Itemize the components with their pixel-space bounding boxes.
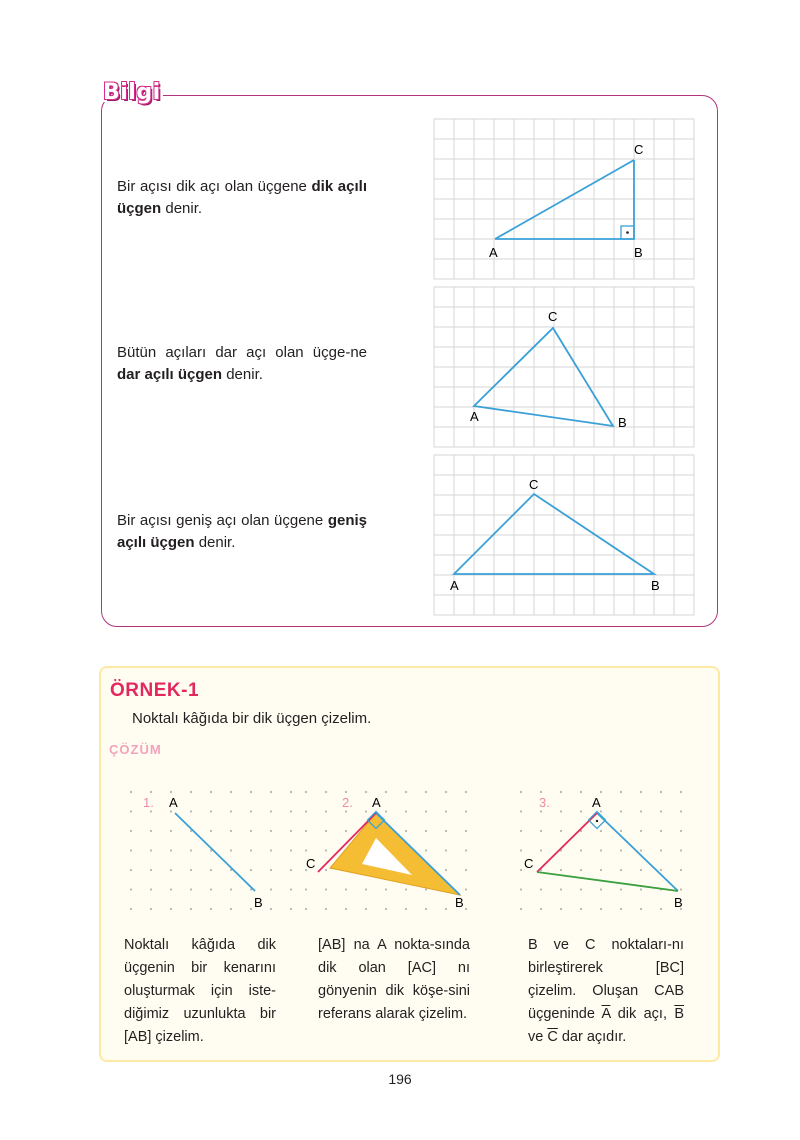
grid-dot <box>345 810 347 812</box>
right-triangle-figure <box>433 118 695 280</box>
grid-dot <box>170 830 172 832</box>
bilgi-text-acute-triangle <box>117 342 367 386</box>
grid-dot <box>640 791 642 793</box>
step-number: 1. <box>143 795 154 810</box>
text-post: denir. <box>222 366 263 383</box>
grid-dot <box>230 888 232 890</box>
grid-dot <box>365 908 367 910</box>
segment-ab <box>175 813 255 891</box>
grid-dot <box>660 810 662 812</box>
grid-dot <box>680 849 682 851</box>
grid-dot <box>520 791 522 793</box>
text-bold: geniş açılı üçgen <box>117 512 367 551</box>
grid-dot <box>660 869 662 871</box>
grid-dot <box>345 908 347 910</box>
bilgi-title: Bilgi <box>103 80 161 105</box>
grid-dot <box>405 791 407 793</box>
grid-dot <box>600 849 602 851</box>
step-2-figure <box>300 780 485 915</box>
label-c: C <box>548 309 558 324</box>
grid-dot <box>405 830 407 832</box>
grid-dot <box>345 888 347 890</box>
grid-dot <box>130 908 132 910</box>
grid-dot <box>130 791 132 793</box>
grid-dot <box>325 869 327 871</box>
grid-dot <box>540 849 542 851</box>
right-angle-dot <box>626 231 629 234</box>
label-a: A <box>372 795 381 810</box>
grid-dot <box>560 908 562 910</box>
grid-dot <box>425 791 427 793</box>
text-part: B ve C noktaları-nı birleştirerek [BC] çizelim. Oluşan CAB üçgeninde <box>528 937 684 1022</box>
grid-dot <box>640 830 642 832</box>
grid-dot <box>250 810 252 812</box>
grid-dot <box>150 869 152 871</box>
grid-dot <box>270 908 272 910</box>
grid-dot <box>580 888 582 890</box>
grid-dot <box>540 810 542 812</box>
grid-dot <box>465 908 467 910</box>
step-1-text: Noktalı kâğıda dik üçgenin bir kenarını oluşturmak için iste-diğimiz uzunlukta bir [AB] çizelim. <box>124 937 276 1045</box>
text-bold: dar açılı üçgen <box>117 366 223 383</box>
grid-dot <box>250 869 252 871</box>
grid-dot <box>385 810 387 812</box>
grid-dot <box>405 810 407 812</box>
step-2-text: [AB] na A nokta-sında dik olan [AC] nı gönyenin dik köşe-sini referans alarak çizelim. <box>318 937 470 1022</box>
label-c: C <box>306 856 316 871</box>
grid-dot <box>520 810 522 812</box>
grid-dot <box>270 791 272 793</box>
grid-dot <box>210 908 212 910</box>
grid-dot <box>465 791 467 793</box>
grid-dot <box>130 810 132 812</box>
segment-bc <box>537 872 678 891</box>
grid-dot <box>680 830 682 832</box>
ornek-title: ÖRNEK-1 <box>110 680 200 701</box>
grid-dot <box>385 888 387 890</box>
grid-dot <box>600 888 602 890</box>
grid-dot <box>305 810 307 812</box>
angle-b: $\overline{B}$ <box>674 1006 684 1022</box>
grid-dot <box>660 908 662 910</box>
page-number: 196 <box>388 1071 412 1087</box>
grid-dot <box>620 810 622 812</box>
grid-dot <box>190 791 192 793</box>
step-3-figure <box>515 780 695 915</box>
step-1-figure <box>125 780 295 915</box>
grid-dot <box>325 791 327 793</box>
grid-dot <box>270 810 272 812</box>
grid-dot <box>325 810 327 812</box>
grid-dot <box>150 791 152 793</box>
label-a: A <box>489 245 498 260</box>
label-c: C <box>529 477 539 492</box>
grid-dot <box>620 830 622 832</box>
grid-dot <box>520 888 522 890</box>
grid-dot <box>660 791 662 793</box>
grid-dot <box>290 869 292 871</box>
text-part: ve <box>528 1029 548 1045</box>
grid-dot <box>580 791 582 793</box>
grid-dot <box>465 849 467 851</box>
grid-dot <box>150 908 152 910</box>
grid-dot <box>560 791 562 793</box>
grid-dot <box>405 908 407 910</box>
label-b: B <box>634 245 643 260</box>
grid-dot <box>425 888 427 890</box>
grid-dot <box>305 830 307 832</box>
grid-dot <box>150 849 152 851</box>
grid-dot <box>445 849 447 851</box>
label-c: C <box>524 856 534 871</box>
grid-dot <box>580 810 582 812</box>
grid-dot <box>520 849 522 851</box>
grid-dot <box>250 791 252 793</box>
grid-dot <box>425 830 427 832</box>
grid-dot <box>190 908 192 910</box>
ornek-question: Noktalı kâğıda bir dik üçgen çizelim. <box>132 710 372 727</box>
grid-dot <box>305 908 307 910</box>
set-square <box>330 813 460 895</box>
label-a: A <box>592 795 601 810</box>
grid-dot <box>325 908 327 910</box>
grid-dot <box>445 791 447 793</box>
grid-dot <box>540 791 542 793</box>
grid-dot <box>170 791 172 793</box>
grid-dot <box>190 888 192 890</box>
grid-dot <box>600 869 602 871</box>
right-angle-dot <box>596 820 598 822</box>
grid-dot <box>325 849 327 851</box>
grid-dot <box>600 908 602 910</box>
grid-dot <box>170 908 172 910</box>
grid-dot <box>170 888 172 890</box>
label-a: A <box>470 409 479 424</box>
label-a: A <box>169 795 178 810</box>
text-post: denir. <box>194 534 236 551</box>
grid-dot <box>290 830 292 832</box>
grid-dot <box>600 830 602 832</box>
grid-dot <box>130 849 132 851</box>
grid-dot <box>365 791 367 793</box>
text-bold: dik açılı üçgen <box>117 178 367 217</box>
grid-dot <box>385 908 387 910</box>
grid-dot <box>210 888 212 890</box>
grid-dot <box>250 830 252 832</box>
grid-dot <box>445 908 447 910</box>
grid-dot <box>230 810 232 812</box>
grid-dot <box>425 908 427 910</box>
grid-dot <box>250 849 252 851</box>
grid-dot <box>445 830 447 832</box>
grid-dot <box>290 849 292 851</box>
grid-dot <box>270 830 272 832</box>
grid-dot <box>465 830 467 832</box>
grid-dot <box>150 830 152 832</box>
grid-dot <box>210 791 212 793</box>
text-part: dik açı, <box>610 1006 675 1022</box>
grid-dot <box>520 908 522 910</box>
grid-dot <box>150 888 152 890</box>
grid-dot <box>270 888 272 890</box>
grid-dot <box>230 830 232 832</box>
grid-dot <box>130 830 132 832</box>
grid-dot <box>190 849 192 851</box>
step-3-text <box>528 934 684 1049</box>
grid-dot <box>445 869 447 871</box>
grid-dot <box>620 849 622 851</box>
grid-dot <box>290 810 292 812</box>
label-b: B <box>455 895 464 910</box>
angle-a: $\overline{A}$ <box>601 1006 611 1022</box>
grid-dot <box>660 849 662 851</box>
cozum-label: ÇÖZÜM <box>109 742 162 757</box>
grid-dot <box>580 869 582 871</box>
grid-dot <box>540 888 542 890</box>
label-b: B <box>674 895 683 910</box>
grid-dot <box>305 888 307 890</box>
grid-dot <box>620 869 622 871</box>
obtuse-triangle-figure <box>433 454 695 616</box>
grid-dot <box>540 908 542 910</box>
grid-dot <box>190 810 192 812</box>
grid-dot <box>465 869 467 871</box>
bilgi-text-obtuse-triangle <box>117 510 367 554</box>
label-c: C <box>634 142 644 157</box>
text-post: denir. <box>161 200 203 217</box>
grid-dot <box>190 869 192 871</box>
grid-dot <box>170 810 172 812</box>
grid-dot <box>660 830 662 832</box>
text-pre: Bir açısı geniş açı olan üçgene <box>117 512 328 529</box>
grid-dot <box>425 849 427 851</box>
grid-dot <box>210 830 212 832</box>
grid-dot <box>620 908 622 910</box>
grid-dot <box>365 810 367 812</box>
grid-dot <box>520 830 522 832</box>
label-b: B <box>254 895 263 910</box>
grid-dot <box>130 869 132 871</box>
grid-dot <box>130 888 132 890</box>
text-pre: Bütün açıları dar açı olan üçge-ne <box>117 344 367 361</box>
grid-dot <box>640 869 642 871</box>
grid-dot <box>210 810 212 812</box>
grid-dot <box>600 791 602 793</box>
step-number: 2. <box>342 795 353 810</box>
grid-dot <box>230 849 232 851</box>
grid-dot <box>270 869 272 871</box>
grid-dot <box>620 888 622 890</box>
grid-dot <box>385 791 387 793</box>
grid-dot <box>290 791 292 793</box>
grid-dot <box>270 849 272 851</box>
grid-dot <box>170 869 172 871</box>
grid-dot <box>560 869 562 871</box>
grid-dot <box>305 849 307 851</box>
grid-dot <box>170 849 172 851</box>
grid-dot <box>150 810 152 812</box>
label-b: B <box>618 415 627 430</box>
grid-dot <box>640 888 642 890</box>
step-number: 3. <box>539 795 550 810</box>
grid-dot <box>250 908 252 910</box>
text-pre: Bir açısı dik açı olan üçgene <box>117 178 312 195</box>
grid-dot <box>680 791 682 793</box>
grid-dot <box>230 908 232 910</box>
grid-dot <box>210 869 212 871</box>
grid-dot <box>445 810 447 812</box>
grid-dot <box>345 791 347 793</box>
grid-dot <box>540 830 542 832</box>
text-part: dar açıdır. <box>557 1029 627 1045</box>
grid-dot <box>520 869 522 871</box>
grid-dot <box>365 888 367 890</box>
grid-dot <box>560 830 562 832</box>
grid-dot <box>405 888 407 890</box>
grid-dot <box>680 869 682 871</box>
grid-dot <box>465 888 467 890</box>
grid-dot <box>345 830 347 832</box>
grid-dot <box>290 908 292 910</box>
grid-dot <box>680 888 682 890</box>
grid-dot <box>640 849 642 851</box>
grid-dot <box>290 888 292 890</box>
grid-dot <box>465 810 467 812</box>
segment-ac <box>537 813 597 872</box>
grid-dot <box>580 849 582 851</box>
triangle-sides <box>474 328 613 426</box>
label-b: B <box>651 578 660 593</box>
grid-dot <box>640 810 642 812</box>
acute-triangle-figure <box>433 286 695 448</box>
bilgi-text-right-triangle <box>117 176 367 220</box>
grid-dot <box>560 888 562 890</box>
grid-dot <box>620 791 622 793</box>
grid-dot <box>325 888 327 890</box>
grid-dot <box>580 908 582 910</box>
label-a: A <box>450 578 459 593</box>
grid-dot <box>560 810 562 812</box>
grid-dot <box>600 810 602 812</box>
angle-c: $\overline{C}$ <box>547 1029 558 1045</box>
grid-dot <box>305 791 307 793</box>
grid-dot <box>425 810 427 812</box>
grid-dot <box>230 791 232 793</box>
segment-ab <box>597 813 678 891</box>
grid-dot <box>640 908 642 910</box>
grid-dot <box>325 830 327 832</box>
grid-dot <box>680 810 682 812</box>
